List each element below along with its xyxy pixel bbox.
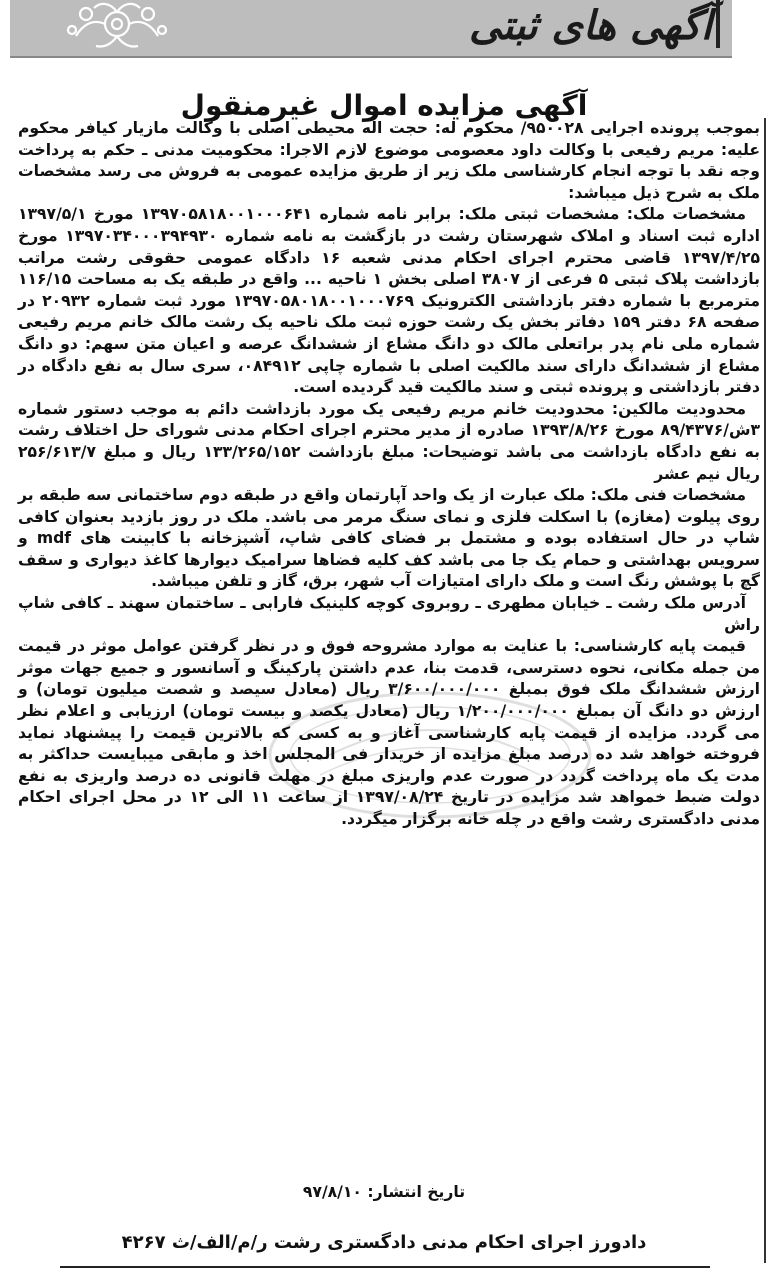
column-edge <box>764 118 766 1263</box>
notice-paragraph-valuation: قیمت پایه کارشناسی: با عنایت به موارد مشروحه فوق و در نظر گرفتن عوامل موثر در قیمت من جمله مکانی، نحوه دسترسی، قدمت بنا، عدم داشتن پارکینگ و آسانسور و جمیع جهات موثر ارزش ششدانگ ملک فوق بمبلغ ۳/۶۰۰/۰۰۰/۰۰۰ ریال (معادل سیصد و شصت میلیون تومان) و ارزش دو دانگ آن بمبلغ ۱/۲۰۰/۰۰۰/۰۰۰ ریال (معادل یکصد و بیست تومان) ارزیابی و اعلام نظر می گردد. مزایده از قیمت پایه کارشناسی آغاز و به کسی که بالاترین قیمت را پیشنهاد نماید فروخته خواهد شد ده درصد مبلغ مزایده از خریدار فی المجلس اخذ و مابقی میبایست حداکثر به مدت یک ماه پرداخت گردد در صورت عدم واریزی مبلغ در مهلت قانونی ده درصد واریزی به نفع دولت ضبط خمواهد شد مزایده در تاریخ ۱۳۹۷/۰۸/۲۴ از ساعت ۱۱ الی ۱۲ در محل اجرای احکام مدنی دادگستری رشت واقع در چله خانه برگزار میگردد. <box>18 637 760 828</box>
section-title: آگهی های ثبتی <box>469 2 712 49</box>
notice-paragraph-restrictions: محدودیت مالکین: محدودیت خانم مریم رفیعی یک مورد بازداشت دائم به موجب دستور شماره ۳ش/۸۹/۴۳۷۶ مورخ ۱۳۹۳/۸/۲۶ صادره از مدیر محترم اجرای احکام مدنی شورای حل اختلاف رشت به نفع دادگاه بازداشت می باشد توضیحات: مبلغ بازداشت ۱۳۳/۲۶۵/۱۵۲ ریال و مبلغ ۲۵۶/۶۱۳/۷ ریال نیم عشر <box>18 399 760 483</box>
bottom-divider <box>60 1266 710 1268</box>
header-edge-line <box>716 0 720 48</box>
notice-paragraph-case: بموجب پرونده اجرایی ۹۵۰۰۲۸/ محکوم له: حجت اله محیطی اصلی با وکالت مازیار کیافر محکوم علیه: مریم رفیعی با وکالت داود معصومی موضوع لازم الاجرا: محکومیت مدنی ـ حکم به پرداخت وجه نقد با توجه انجام کارشناسی ملک زیر از طریق مزایده عمومی به فروش می رسد مشخصات ملک به شرح ذیل میباشد: <box>18 119 760 202</box>
section-header <box>10 0 732 58</box>
publish-date: تاریخ انتشار: ۹۷/۸/۱۰ <box>302 1183 466 1201</box>
notice-body <box>18 118 760 831</box>
floral-ornament-icon <box>62 0 172 52</box>
notice-paragraph-technical: مشخصات فنی ملک: ملک عبارت از یک واحد آپارتمان واقع در طبقه دوم ساختمانی سه طبقه بر روی پیلوت (مغازه) با اسکلت فلزی و نمای سنگ مرمر می باشد. ملک در روز بازدید بعنوان کافی شاپ در حال استفاده بوده و مشتمل بر فضای کافی شاپ، آشپزخانه با کابینت های mdf و سرویس بهداشتی و حمام یک جا می باشد کف کلیه فضاها سرامیک دیوارها کاغذ دیواری و سقف گچ با پوشش رنگ است و ملک دارای امتیازات آب شهر، برق، گاز و تلفن میباشد. <box>18 486 761 591</box>
notice-paragraph-address: آدرس ملک رشت ـ خیابان مطهری ـ روبروی کوچه کلینیک فارابی ـ ساختمان سهند ـ کافی شاپ راش <box>18 594 760 634</box>
notice-title: آگهی مزایده اموال غیرمنقول <box>180 88 588 122</box>
notice-paragraph-registration: مشخصات ملک: مشخصات ثبتی ملک: برابر نامه شماره ۱۳۹۷۰۵۸۱۸۰۰۱۰۰۰۶۴۱ مورخ ۱۳۹۷/۵/۱ اداره ثبت اسناد و املاک شهرستان رشت در بازگشت به نامه شماره ۱۳۹۷۰۳۴۰۰۰۳۹۴۹۳۰ مورخ ۱۳۹۷/۴/۲۵ قاضی محترم اجرای احکام مدنی شعبه ۱۶ دادگاه عمومی حقوقی رشت مراتب بازداشت پلاک ثبتی ۵ فرعی از ۳۸۰۷ اصلی بخش ۱ ناحیه ... واقع در طبقه یک به مساحت ۱۱۶/۱۵ مترمربع با شماره دفتر بازداشتی الکترونیک ۱۳۹۷۰۵۸۰۱۸۰۰۱۰۰۰۷۶۹ مورد ثبت شماره ۲۰۹۳۲ در صفحه ۶۸ دفتر ۱۵۹ دفاتر بخش یک رشت حوزه ثبت ملک ناحیه یک رشت مالک خانم مریم رفیعی شماره ملی نام پدر براتعلی مالک دو دانگ مشاع از ششدانگ عرصه و اعیان متن سهم: دو دانگ مشاع از ششدانگ دارای سند مالکیت اصلی با شماره چاپی ۰۸۴۹۱۲، سری سال به نفع دادگاه در دفتر بازداشتی و پرونده ثبتی و سند مالکیت قید گردیده است. <box>18 205 761 397</box>
notice-signature: دادورز اجرای احکام مدنی دادگستری رشت ر/م/الف/ث ۴۲۶۷ <box>121 1232 647 1253</box>
